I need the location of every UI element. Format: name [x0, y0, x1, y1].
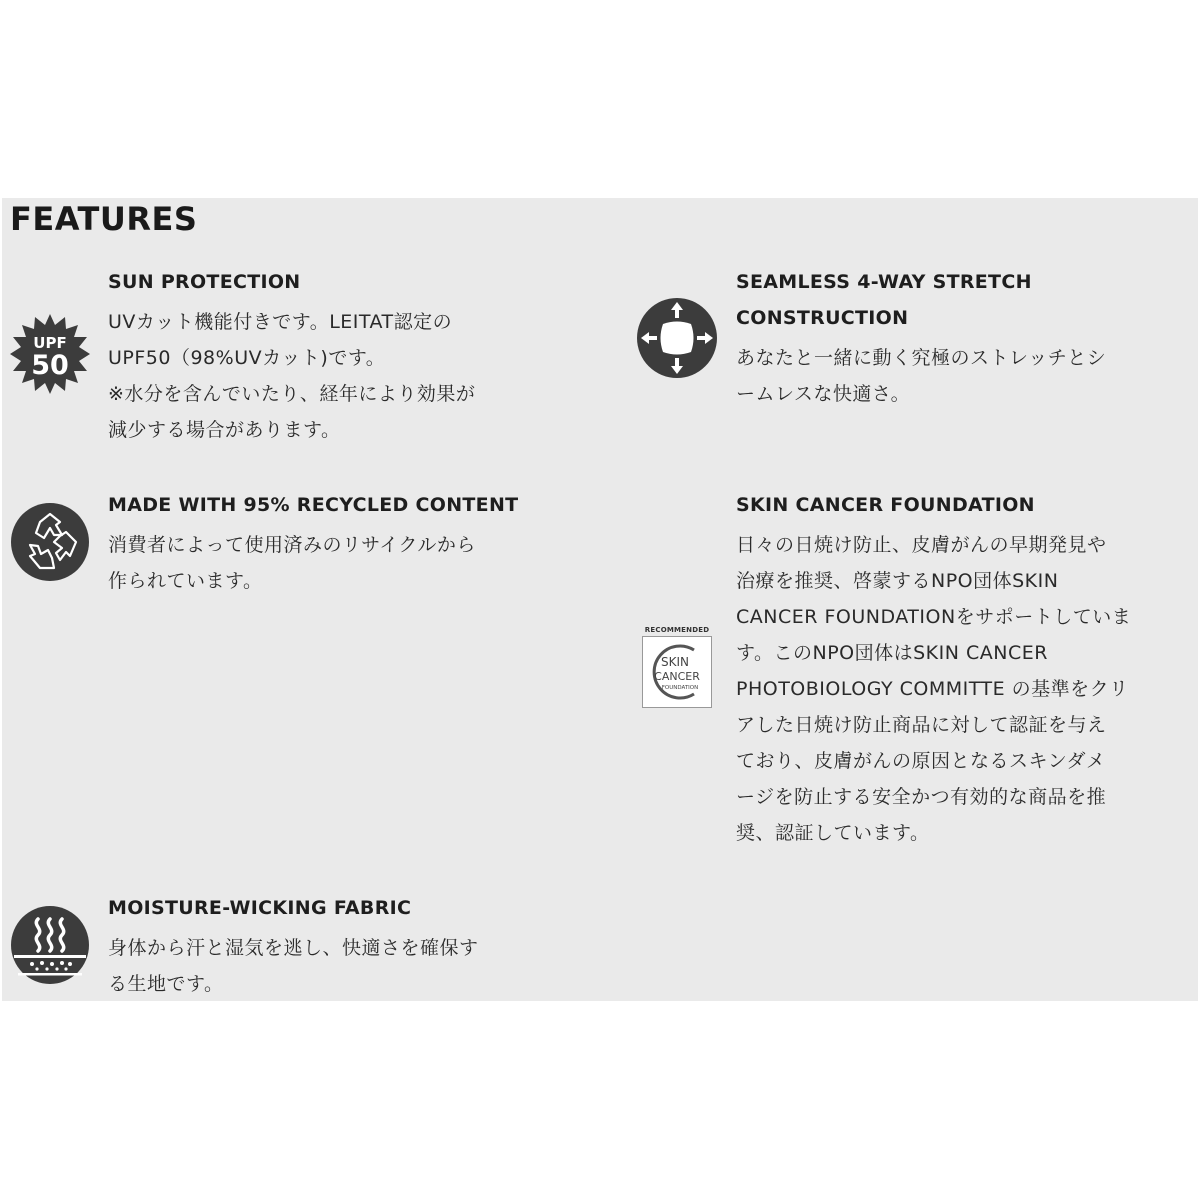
upf-50-badge-icon [9, 313, 91, 395]
four-way-stretch-icon [636, 297, 718, 379]
features-heading: FEATURES [10, 200, 198, 238]
upf-value: 50 [31, 350, 69, 381]
seal-line-cancer: CANCER [654, 670, 700, 683]
recycle-icon [10, 502, 90, 582]
moisture-wicking-icon [10, 905, 90, 985]
feature-description: UVカット機能付きです。LEITAT認定の UPF50（98%UVカット)です。 ※水分を含んでいたり、経年により効果が 減少する場合があります。 [108, 311, 476, 441]
seal-line-foundation: FOUNDATION [661, 685, 699, 691]
feature-skin-cancer-foundation [736, 487, 1196, 851]
feature-description: 身体から汗と湿気を逃し、快適さを確保す る生地です。 [108, 937, 479, 995]
feature-title: MOISTURE-WICKING FABRIC [108, 897, 412, 919]
seal-line-skin: SKIN [660, 655, 690, 669]
feature-title: SEAMLESS 4-WAY STRETCH CONSTRUCTION [736, 271, 1032, 329]
feature-title: SKIN CANCER FOUNDATION [736, 494, 1035, 516]
seal-caption: RECOMMENDED [644, 626, 710, 634]
feature-sun-protection [108, 264, 578, 448]
feature-moisture-wicking [108, 890, 578, 1002]
feature-description: 日々の日焼け防止、皮膚がんの早期発見や 治療を推奨、啓蒙するNPO団体SKIN CANCER FOUNDATIONをサポートしていま す。このNPO団体はSKIN CANCER PHOTOBIOLOGY COMMITTE の基準をクリ アした日焼け防止商品に対して認証を与え ており、皮膚がんの原因となるスキンダメ ージを防止する安全かつ有効的な商品を推 奨、認証しています。 [736, 534, 1132, 844]
feature-title: MADE WITH 95% RECYCLED CONTENT [108, 494, 519, 516]
feature-recycled-content [108, 487, 578, 599]
feature-description: 消費者によって使用済みのリサイクルから 作られています。 [108, 534, 476, 592]
skin-cancer-foundation-seal-icon [642, 626, 712, 708]
upf-label: UPF [33, 334, 67, 352]
feature-4-way-stretch [736, 264, 1196, 412]
feature-title: SUN PROTECTION [108, 271, 301, 293]
feature-description: あなたと一緒に動く究極のストレッチとシ ームレスな快適さ。 [736, 347, 1107, 405]
